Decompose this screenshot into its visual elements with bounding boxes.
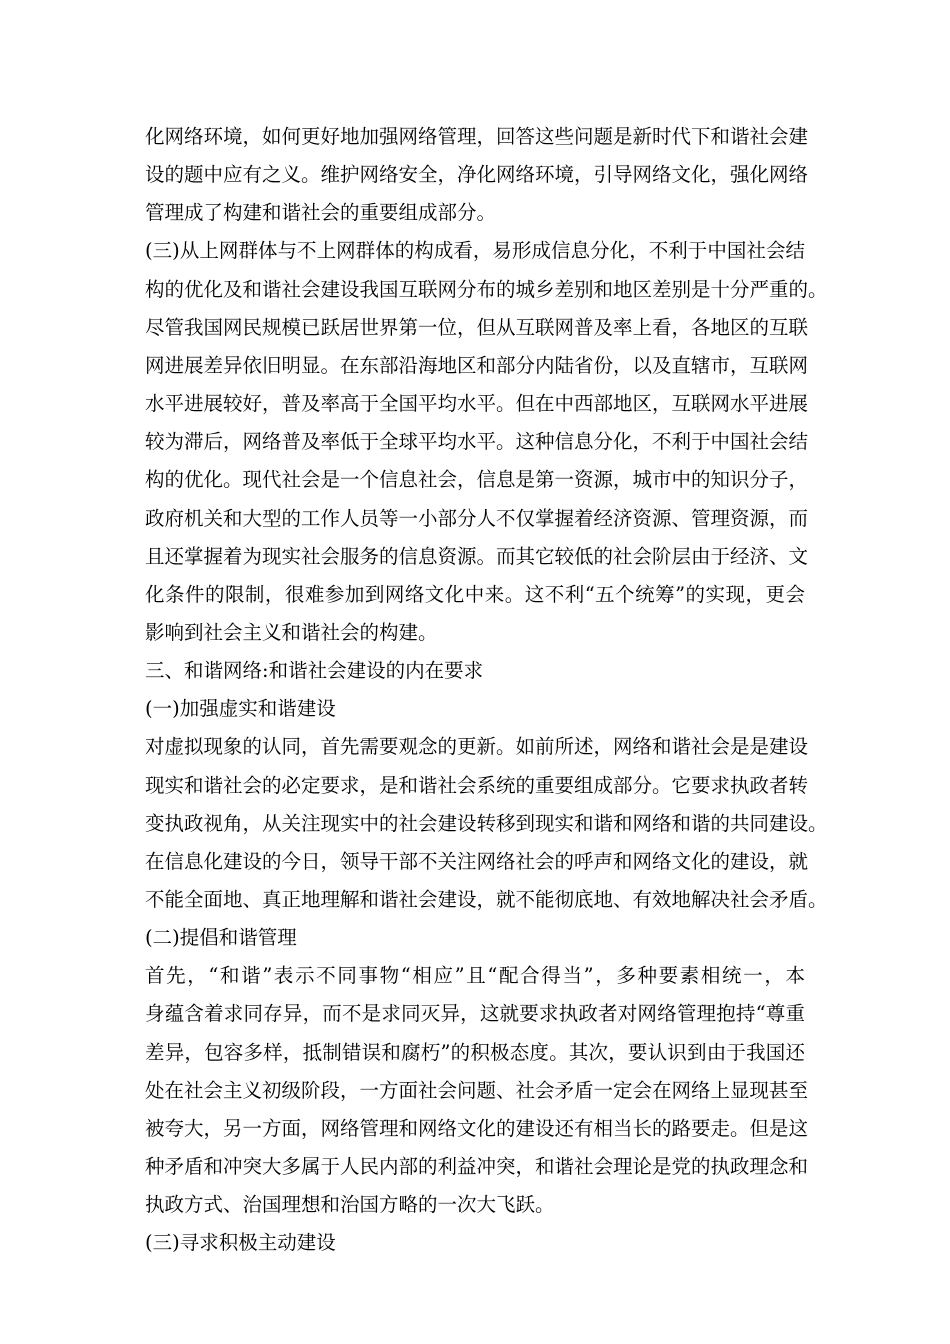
text-line: 影响到社会主义和谐社会的构建。: [145, 621, 438, 644]
text-line: 三、和谐网络:和谐社会建设的内在要求: [145, 659, 484, 683]
text-line: (一)加强虚实和谐建设: [145, 697, 336, 721]
text-line: 差异，包容多样，抵制错误和腐朽”的积极态度。其次，要认识到由于我国还: [145, 1040, 805, 1064]
text-line: 构的优化及和谐社会建设我国互联网分布的城乡差别和地区差别是十分严重的。: [145, 277, 828, 301]
text-line: (三)寻求积极主动建设: [145, 1231, 336, 1255]
text-line: 对虚拟现象的认同，首先需要观念的更新。如前所述，网络和谐社会是是建设: [145, 735, 809, 759]
text-line: (二)提倡和谐管理: [145, 926, 297, 950]
text-line: 身蕴含着求同存异，而不是求同灭异，这就要求执政者对网络管理抱持“尊重: [145, 1002, 805, 1026]
text-line: 较为滞后，网络普及率低于全球平均水平。这种信息分化，不利于中国社会结: [145, 430, 809, 454]
text-line: 化网络环境，如何更好地加强网络管理，回答这些问题是新时代下和谐社会建: [145, 125, 809, 148]
text-line: 管理成了构建和谐社会的重要组成部分。: [145, 201, 497, 225]
text-line: 不能全面地、真正地理解和谐社会建设，就不能彻底地、有效地解决社会矛盾。: [145, 888, 828, 911]
text-line: 处在社会主义初级阶段，一方面社会问题、社会矛盾一定会在网络上显现甚至: [145, 1078, 809, 1102]
text-line: (三)从上网群体与不上网群体的构成看，易形成信息分化，不利于中国社会结: [145, 239, 805, 263]
text-line: 首先，“和谐”表示不同事物“相应”且“配合得当”，多种要素相统一，本: [145, 964, 805, 988]
text-line: 水平进展较好，普及率高于全国平均水平。但在中西部地区，互联网水平进展: [145, 392, 809, 416]
text-line: 种矛盾和冲突大多属于人民内部的利益冲突，和谐社会理论是党的执政理念和: [145, 1155, 809, 1178]
text-line: 尽管我国网民规模已跃居世界第一位，但从互联网普及率上看，各地区的互联: [145, 315, 809, 339]
text-line: 网进展差异依旧明显。在东部沿海地区和部分内陆省份，以及直辖市，互联网: [145, 353, 809, 377]
text-line: 政府机关和大型的工作人员等一小部分人不仅掌握着经济资源、管理资源，而: [145, 506, 809, 530]
text-line: 化条件的限制，很难参加到网络文化中来。这不利“五个统筹”的实现，更会: [145, 582, 805, 606]
text-line: 且还掌握着为现实社会服务的信息资源。而其它较低的社会阶层由于经济、文: [145, 544, 809, 568]
text-line: 现实和谐社会的必定要求，是和谐社会系统的重要组成部分。它要求执政者转: [145, 773, 809, 797]
text-line: 执政方式、治国理想和治国方略的一次大飞跃。: [145, 1193, 555, 1217]
text-line: 变执政视角，从关注现实中的社会建设转移到现实和谐和网络和谐的共同建设。: [145, 811, 828, 835]
text-line: 被夸大，另一方面，网络管理和网络文化的建设还有相当长的路要走。但是这: [145, 1116, 809, 1140]
text-line: 在信息化建设的今日，领导干部不关注网络社会的呼声和网络文化的建设，就: [145, 849, 809, 873]
text-line: 构的优化。现代社会是一个信息社会，信息是第一资源，城市中的知识分子，: [145, 468, 809, 492]
text-line: 设的题中应有之义。维护网络安全，净化网络环境，引导网络文化，强化网络: [145, 163, 809, 187]
